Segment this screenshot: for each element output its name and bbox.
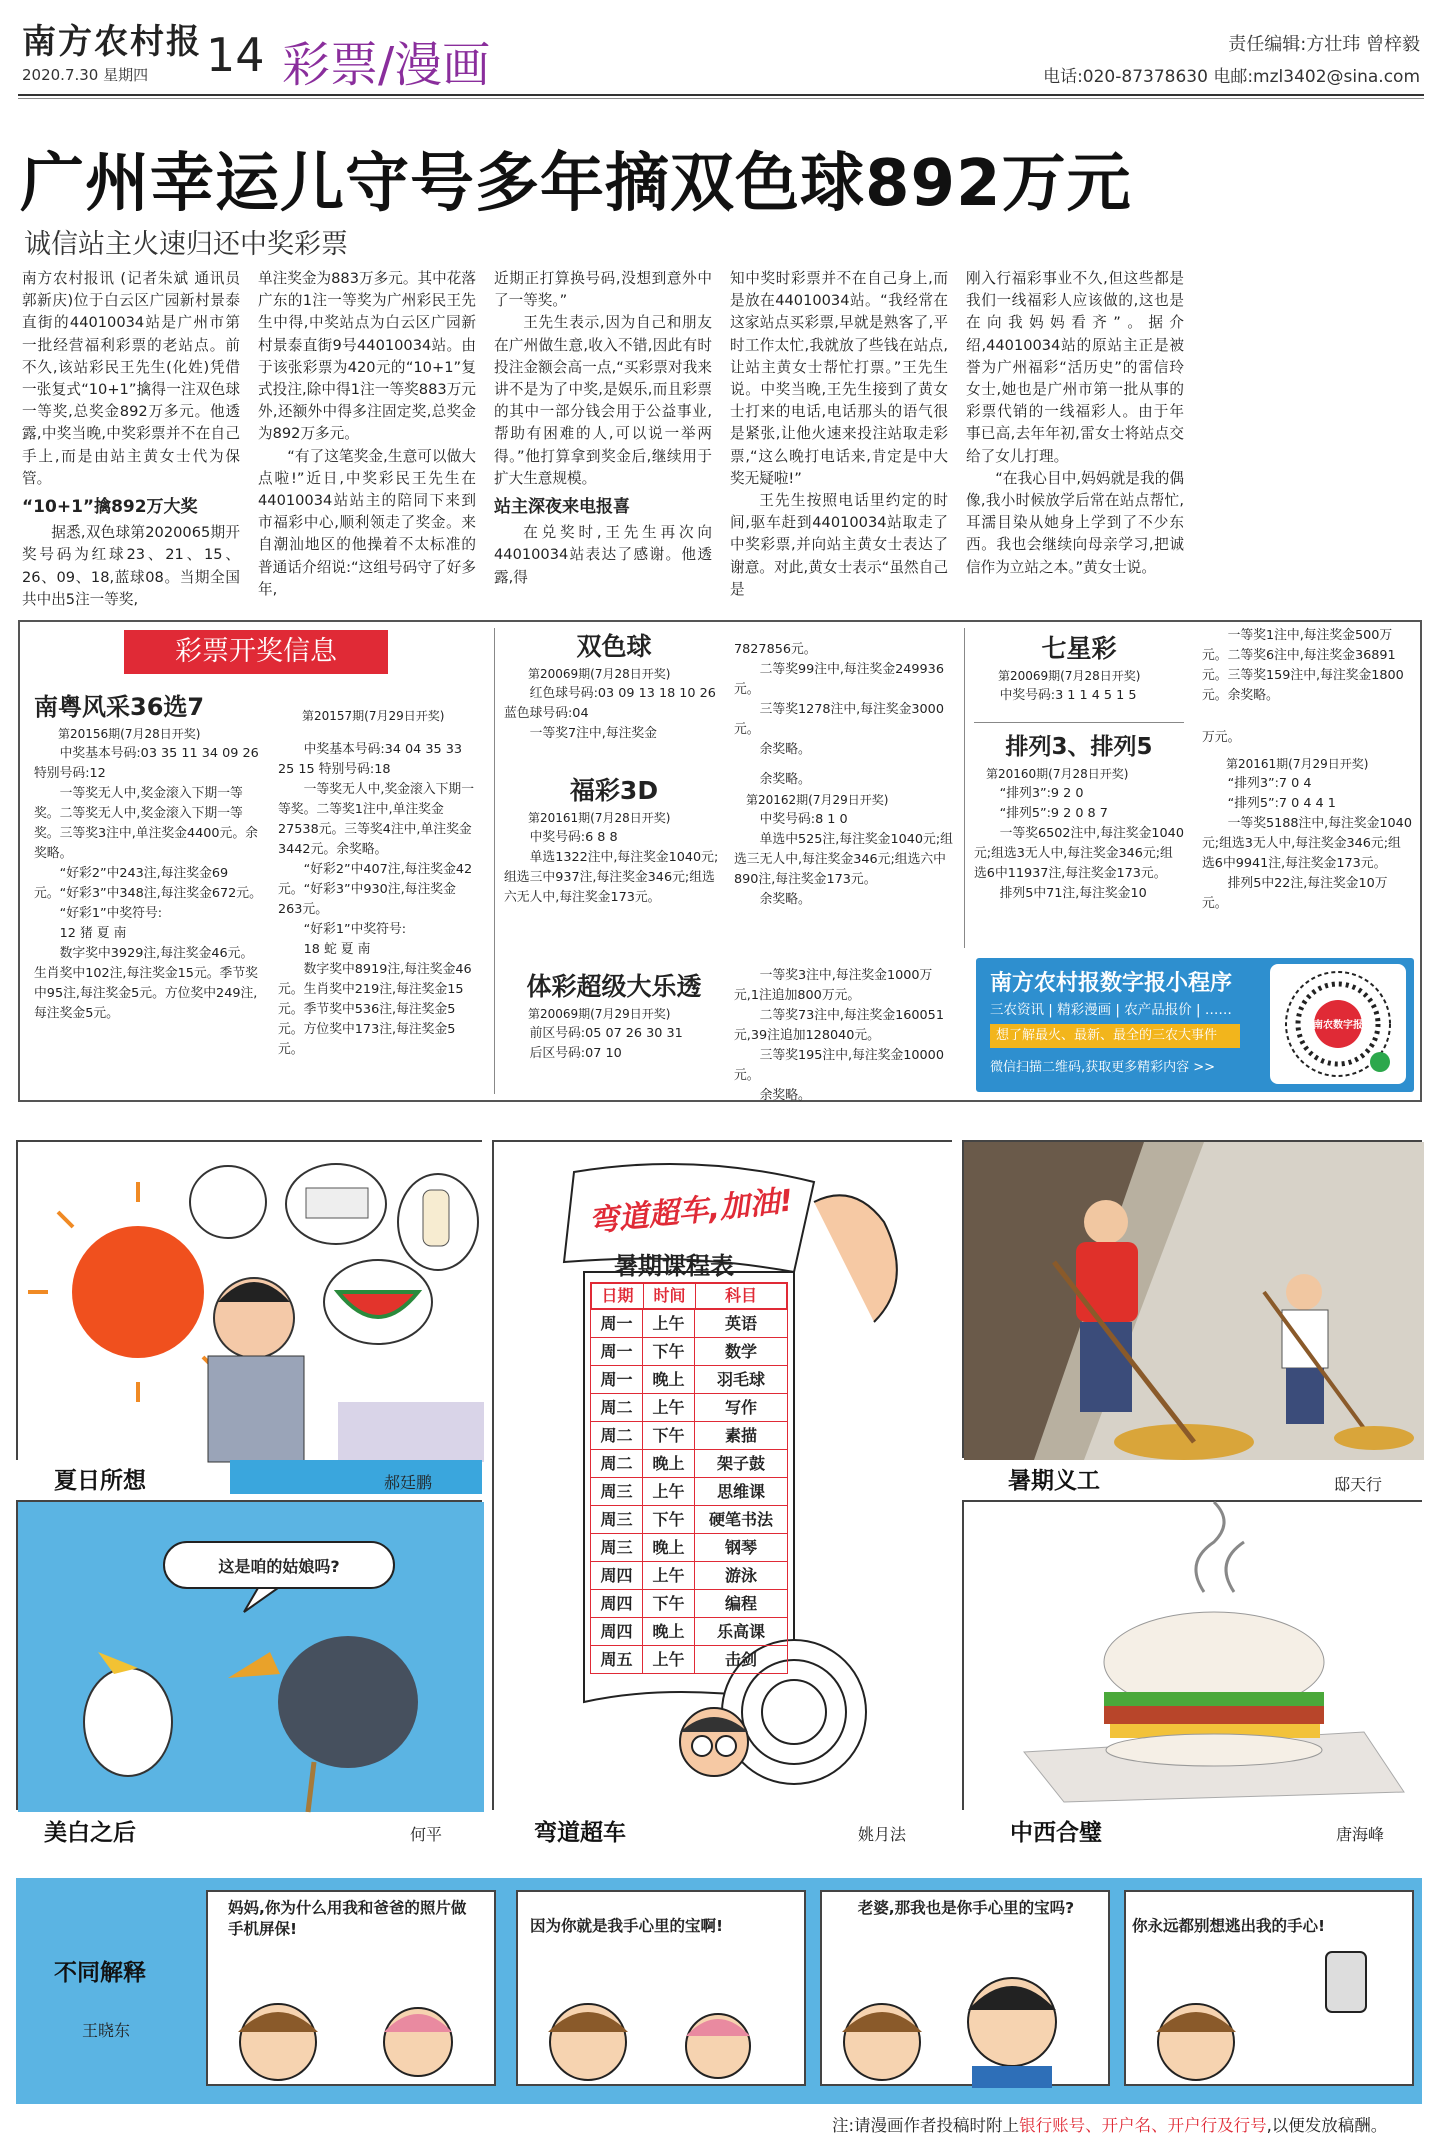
prize-text: 余奖略。 xyxy=(759,1088,811,1103)
lottery-game-name: 体彩超级大乐透 xyxy=(526,972,702,1001)
schedule-header-cell: 科目 xyxy=(724,1286,757,1305)
strip-frame-4 xyxy=(1124,1890,1414,2086)
prize-text: 排列5中22注,每注奖金10万元。 xyxy=(1202,876,1388,911)
prize-text: 三等奖1278注中,每注奖金3000元。 xyxy=(734,702,944,737)
comic-after-whitening-art xyxy=(18,1502,484,1812)
nanyue-col-b xyxy=(278,706,478,1090)
winning-numbers: “排列5”:7 0 4 4 1 xyxy=(1227,796,1336,811)
strip-frame-1 xyxy=(206,1890,496,2086)
symbol-text: 18 蛇 夏 南 xyxy=(303,942,371,957)
comic-author: 郝廷鹏 xyxy=(384,1473,433,1492)
speech-bubble: 这是咱的姑娘吗? xyxy=(218,1557,340,1576)
prize-text: “好彩1”中奖符号: xyxy=(59,906,163,921)
schedule-row xyxy=(590,1534,788,1562)
schedule-row xyxy=(590,1310,788,1338)
comic-summer-thoughts xyxy=(16,1140,482,1460)
winning-numbers: 中奖基本号码:34 04 35 33 25 15 特别号码:18 xyxy=(278,742,463,777)
prize-text: 余奖略。 xyxy=(759,742,811,757)
schedule-row xyxy=(590,1394,788,1422)
back-numbers: 后区号码:07 10 xyxy=(529,1046,622,1061)
schedule-title: 暑期课程表 xyxy=(614,1252,734,1280)
schedule-cell: 硬笔书法 xyxy=(708,1510,773,1529)
schedule-cell: 乐高课 xyxy=(716,1622,765,1641)
article-paragraph: 王先生按照电话里约定的时间,驱车赶到44010034站取走了中奖彩票,并向站主黄女士表达了谢意。对此,黄女士表示“虽然自己是 xyxy=(730,492,948,598)
schedule-cell: 素描 xyxy=(724,1426,757,1445)
schedule-cell: 周一 xyxy=(591,1310,643,1337)
article-paragraph: 单注奖金为883万多元。其中花落广东的1注一等奖为广州彩民王先生中得,中奖站点为白云区广园新村景泰直街9号44010034站。由于该张彩票为420元的“10+1”复式投注,除中得1注一等奖883万元外,还额外中得多注固定奖,总奖金为892万多元。 xyxy=(258,270,476,443)
schedule-cell: 周四 xyxy=(591,1590,643,1617)
ssq-block xyxy=(504,630,724,780)
schedule-row xyxy=(590,1338,788,1366)
article-paragraph: “在我心目中,妈妈就是我的偶像,我小时候放学后常在站点帮忙,耳濡目染从她身上学到了不少东西。我也会继续向母亲学习,把诚信作为立站之本。”黄女士说。 xyxy=(966,469,1184,576)
submission-note xyxy=(832,2112,1387,2136)
schedule-cell: 羽毛球 xyxy=(716,1370,765,1389)
lottery-game-name: 七星彩 xyxy=(1041,634,1117,663)
schedule-cell: 周三 xyxy=(591,1506,643,1533)
comic-summer-volunteer-art xyxy=(964,1142,1424,1460)
schedule-cell: 周三 xyxy=(591,1534,643,1561)
schedule-cell: 周四 xyxy=(591,1562,643,1589)
schedule-cell: 晚上 xyxy=(643,1534,695,1561)
headline: 广州幸运儿守号多年摘双色球892万元 xyxy=(20,147,1132,221)
schedule-cell: 周四 xyxy=(591,1618,643,1645)
prize-text: 数字奖中8919注,每注奖金46元。生肖奖中219注,每注奖金15元。季节奖中536注,每注奖金5元。方位奖中173注,每注奖金5元。 xyxy=(278,962,472,1057)
note-highlight: 银行账号、开户名、开户行及行号 xyxy=(1019,2116,1267,2135)
fc3d-block-b xyxy=(734,770,954,950)
article-paragraph: 在兑奖时,王先生再次向44010034站表达了感谢。他透露,得 xyxy=(494,524,712,586)
article-paragraph: 知中奖时彩票并不在自己身上,而是放在44010034站。“我经常在这家站点买彩票,早就是熟客了,平时工作太忙,我就放了些钱在站点,让站主黄女士帮忙打票。”王先生说。中奖当晚,王先生接到了黄女士打来的电话,电话那头的语气很是紧张,让他火速来投注站取走彩票,“这么晚打电话来,肯定是中大奖无疑啦!” xyxy=(730,270,948,487)
article-paragraph: 南方农村报讯 (记者朱斌 通讯员郭新庆)位于白云区广园新村景泰直街的44010034站是广州市第一批经营福利彩票的老站点。前不久,该站彩民王先生(化姓)凭借一张复式“10+1”擒得一注双色球一等奖,总奖金892万多元。他透露,中奖当晚,中奖彩票并不在自己手上,而是由站主黄女士代为保管。 xyxy=(22,270,240,487)
period: 第20161期(7月29日开奖) xyxy=(1226,757,1369,771)
prize-text: 单选1322注中,每注奖金1040元;组选三中937注,每注奖金346元;组选六无人中,每注奖金173元。 xyxy=(504,850,719,905)
comic-curve-overtaking xyxy=(492,1140,952,1810)
period: 第20069期(7月28日开奖) xyxy=(528,667,671,681)
symbol-text: 12 猪 夏 南 xyxy=(59,926,127,941)
schedule-cell: 上午 xyxy=(643,1562,695,1589)
prize-text: 单选中525注,每注奖金1040元;组选三无人中,每注奖金346元;组选六中890注,每注奖金173元。 xyxy=(734,832,953,887)
prize-text: 一等奖无人中,奖金滚入下期一等奖。二等奖无人中,奖金滚入下期一等奖。三等奖3注中,单注奖金4400元。余奖略。 xyxy=(34,786,258,861)
subheadline: 诚信站主火速归还中奖彩票 xyxy=(24,229,348,260)
mini-program-title: 南方农村报数字报小程序 xyxy=(990,971,1233,996)
prize-text: 数字奖中3929注,每注奖金46元。生肖奖中102注,每注奖金15元。季节奖中95注,每注奖金5元。方位奖中249注,每注奖金5元。 xyxy=(34,946,258,1021)
strip-frame-3 xyxy=(820,1890,1110,2086)
prize-text: “好彩1”中奖符号: xyxy=(303,922,407,937)
lottery-title: 彩票开奖信息 xyxy=(124,630,388,674)
schedule-cell: 上午 xyxy=(643,1394,695,1421)
period: 第20161期(7月28日开奖) xyxy=(528,811,671,825)
schedule-cell: 数学 xyxy=(724,1342,757,1361)
editors: 责任编辑:方壮玮 曾梓毅 xyxy=(1228,34,1420,55)
prize-text: 7827856元。 xyxy=(734,642,817,657)
prize-text: 一等奖5188注中,每注奖金1040元;组选3无人中,每注奖金346元;组选6中9941注,每注奖金173元。 xyxy=(1202,816,1412,871)
speech-bubble: 你永远都别想逃出我的手心! xyxy=(1132,1917,1326,1935)
dlt-block-a xyxy=(504,970,724,1090)
period: 第20156期(7月28日开奖) xyxy=(58,727,201,741)
schedule-cell: 上午 xyxy=(643,1310,695,1337)
dlt-block-b xyxy=(734,966,954,1103)
prize-text: 三等奖195注中,每注奖金10000元。 xyxy=(734,1048,944,1083)
speech-bubble: 因为你就是我手心里的宝啊! xyxy=(530,1917,724,1935)
comic-author: 唐海峰 xyxy=(1336,1825,1385,1844)
schedule-row xyxy=(590,1506,788,1534)
schedule-cell: 下午 xyxy=(643,1338,695,1365)
comic-title: 弯道超车 xyxy=(534,1820,626,1846)
mini-program-slogan: 想了解最火、最新、最全的三农大事件 xyxy=(990,1024,1240,1048)
schedule-rows xyxy=(590,1310,788,1674)
period: 第20069期(7月29日开奖) xyxy=(528,1007,671,1021)
winning-numbers: 中奖基本号码:03 35 11 34 09 26 特别号码:12 xyxy=(34,746,259,781)
schedule-cell: 思维课 xyxy=(716,1482,765,1501)
qxc-block-b xyxy=(1202,626,1412,716)
qr-label: 南农数字报 xyxy=(1313,1020,1363,1031)
comic-title: 中西合璧 xyxy=(1010,1820,1102,1846)
mini-program-hint: 微信扫描二维码,获取更多精彩内容 >> xyxy=(990,1060,1216,1075)
schedule-cell: 架子鼓 xyxy=(716,1454,765,1473)
schedule-row xyxy=(590,1478,788,1506)
pl-block-a xyxy=(974,730,1184,952)
schedule-cell: 周三 xyxy=(591,1478,643,1505)
schedule-cell: 周五 xyxy=(591,1646,643,1673)
red-numbers: 红色球号码:03 09 13 18 10 26 xyxy=(529,686,716,701)
prize-text: 一等奖6502注中,每注奖金1040元;组选3无人中,每注奖金346元;组选6中11937注,每注奖金173元。 xyxy=(974,826,1184,881)
prize-text: 余奖略。 xyxy=(759,892,811,907)
caption-bar xyxy=(230,1460,482,1494)
schedule-cell: 周二 xyxy=(591,1394,643,1421)
prize-text: 一等奖1注中,每注奖金500万元。二等奖6注中,每注奖金36891元。三等奖159注中,每注奖金1800元。余奖略。 xyxy=(1202,628,1404,703)
prize-text: 排列5中71注,每注奖金10 xyxy=(999,886,1147,901)
comic-author: 何平 xyxy=(410,1825,443,1844)
speech-bubble: 妈妈,你为什么用我和爸爸的照片做手机屏保! xyxy=(228,1899,467,1938)
period: 第20069期(7月28日开奖) xyxy=(998,669,1141,683)
winning-numbers: “排列3”:9 2 0 xyxy=(999,786,1084,801)
prize-text: “好彩2”中407注,每注奖金42元。“好彩3”中930注,每注奖金263元。 xyxy=(278,862,473,917)
schedule-row xyxy=(590,1422,788,1450)
schedule-cell: 下午 xyxy=(643,1590,695,1617)
comic-title: 不同解释 xyxy=(54,1960,146,1986)
qr-code[interactable] xyxy=(1270,964,1406,1084)
prize-text: 余奖略。 xyxy=(759,772,811,787)
article-subheading: “10+1”擒892万大奖 xyxy=(22,497,198,518)
schedule-cell: 钢琴 xyxy=(724,1538,757,1557)
fc3d-block-a xyxy=(504,774,724,956)
schedule-cell: 英语 xyxy=(724,1314,757,1333)
schedule-cell: 上午 xyxy=(643,1646,695,1673)
prize-text: 一等奖3注中,每注奖金1000万元,1注追加800万元。 xyxy=(734,968,933,1003)
mini-program-subtitle: 三农资讯 | 精彩漫画 | 农产品报价 | …… xyxy=(990,1002,1232,1018)
newspaper-logo: 南方农村报 xyxy=(22,22,202,62)
nanyue-col-a xyxy=(34,690,264,1090)
lottery-game-name: 排列3、排列5 xyxy=(1005,734,1153,760)
prize-text: 二等奖99注中,每注奖金249936元。 xyxy=(734,662,944,697)
period: 第20157期(7月29日开奖) xyxy=(302,709,445,723)
divider xyxy=(974,722,1184,723)
schedule-row xyxy=(590,1450,788,1478)
comic-title: 夏日所想 xyxy=(54,1468,146,1494)
qxc-block xyxy=(974,632,1184,714)
winning-numbers: 中奖号码:8 1 0 xyxy=(759,812,848,827)
article-column-1 xyxy=(22,268,240,611)
schedule-table xyxy=(590,1282,788,1682)
schedule-cell: 击剑 xyxy=(724,1650,757,1669)
front-numbers: 前区号码:05 07 26 30 31 xyxy=(529,1026,683,1041)
article-column-5 xyxy=(966,268,1184,611)
schedule-cell: 上午 xyxy=(643,1478,695,1505)
article-paragraph: 刚入行福彩事业不久,但这些都是我们一线福彩人应该做的,这也是在向我妈妈看齐”。据介绍,44010034站的原站主正是被誉为广州福彩“活历史”的雷信玲女士,她也是广州市第一批从事的彩票代销的一线福彩人。由于年事已高,去年年初,雷女士将站点交给了女儿打理。 xyxy=(966,270,1184,465)
issue-date: 2020.7.30 星期四 xyxy=(22,66,149,84)
article-paragraph: “有了这笔奖金,生意可以做大点啦!”近日,中奖彩民王先生在44010034站站主的陪同下来到市福彩中心,顺利领走了奖金。来自潮汕地区的他操着不太标准的普通话介绍说:“这组号码守了好多年, xyxy=(258,447,476,598)
note-text: 注:请漫画作者投稿时附上 xyxy=(832,2116,1020,2135)
prize-text: 一等奖7注中,每注奖金 xyxy=(529,726,657,741)
schedule-header-row xyxy=(590,1282,788,1310)
pl-block-b xyxy=(1202,728,1412,952)
period: 第20162期(7月29日开奖) xyxy=(746,793,889,807)
article-column-6 xyxy=(1202,268,1420,611)
winning-numbers: 中奖号码:3 1 1 4 5 1 5 xyxy=(999,688,1137,703)
comic-author: 王晓东 xyxy=(82,2021,131,2040)
schedule-cell: 晚上 xyxy=(643,1366,695,1393)
prize-text: 一等奖无人中,奖金滚入下期一等奖。二等奖1注中,单注奖金27538元。三等奖4注中,单注奖金3442元。余奖略。 xyxy=(278,782,475,857)
ssq-block-b xyxy=(734,640,954,760)
comic-banner: 弯道超车,加油! xyxy=(587,1183,795,1240)
article-body xyxy=(22,268,1420,608)
schedule-cell: 晚上 xyxy=(643,1618,695,1645)
header-rule-thin xyxy=(18,98,1424,99)
article-paragraph: 据悉,双色球第2020065期开奖号码为红球23、21、15、26、09、18,蓝球08。当期全国共中出5注一等奖, xyxy=(22,524,240,608)
comic-summer-volunteer xyxy=(962,1140,1422,1458)
page-number: 14 xyxy=(206,28,265,82)
schedule-cell: 下午 xyxy=(643,1422,695,1449)
prize-text: 二等奖73注中,每注奖金160051元,39注追加128040元。 xyxy=(734,1008,944,1043)
comic-summer-thoughts-art xyxy=(18,1142,484,1462)
schedule-cell: 编程 xyxy=(724,1594,757,1613)
section-title: 彩票/漫画 xyxy=(282,37,491,93)
schedule-row xyxy=(590,1590,788,1618)
schedule-header-cell: 时间 xyxy=(644,1284,696,1308)
schedule-cell: 周二 xyxy=(591,1422,643,1449)
schedule-cell: 游泳 xyxy=(724,1566,757,1585)
schedule-row xyxy=(590,1646,788,1674)
winning-numbers: “排列5”:9 2 0 8 7 xyxy=(999,806,1108,821)
prize-text: 万元。 xyxy=(1202,730,1241,745)
schedule-cell: 周一 xyxy=(591,1338,643,1365)
divider xyxy=(494,628,495,1094)
prize-text: “好彩2”中243注,每注奖金69元。“好彩3”中348注,每注奖金672元。 xyxy=(34,866,262,901)
schedule-cell: 下午 xyxy=(643,1506,695,1533)
lottery-game-name: 南粤风采36选7 xyxy=(34,693,205,721)
schedule-cell: 周一 xyxy=(591,1366,643,1393)
article-column-4 xyxy=(730,268,948,611)
lottery-game-name: 福彩3D xyxy=(569,776,659,805)
article-column-3 xyxy=(494,268,712,611)
contact-info: 电话:020-87378630 电邮:mzl3402@sina.com xyxy=(1043,67,1420,87)
comic-title: 暑期义工 xyxy=(1008,1468,1100,1494)
schedule-cell: 周二 xyxy=(591,1450,643,1477)
speech-bubble: 老婆,那我也是你手心里的宝吗? xyxy=(857,1899,1075,1917)
comic-east-west-fusion xyxy=(962,1500,1422,1810)
note-text: ,以便发放稿酬。 xyxy=(1266,2116,1388,2135)
lottery-game-name: 双色球 xyxy=(576,632,652,661)
header-rule xyxy=(18,94,1424,96)
strip-frame-3-art xyxy=(822,1892,1112,2088)
period: 第20160期(7月28日开奖) xyxy=(986,767,1129,781)
comic-after-whitening xyxy=(16,1500,482,1810)
strip-frame-2 xyxy=(516,1890,806,2086)
article-paragraph: 王先生表示,因为自己和朋友在广州做生意,收入不错,因此有时投注金额会高一点,“买彩票对我来讲不是为了中奖,是娱乐,而且彩票的其中一部分钱会用于公益事业,帮助有困难的人,可以说一举两得。”他打算拿到奖金后,继续用于扩大生意规模。 xyxy=(494,314,712,487)
schedule-row xyxy=(590,1366,788,1394)
schedule-cell: 晚上 xyxy=(643,1450,695,1477)
article-column-2 xyxy=(258,268,476,611)
schedule-cell: 写作 xyxy=(724,1398,757,1417)
schedule-row xyxy=(590,1618,788,1646)
article-subheading: 站主深夜来电报喜 xyxy=(494,497,630,518)
winning-numbers: “排列3”:7 0 4 xyxy=(1227,776,1312,791)
comic-east-west-fusion-art xyxy=(964,1502,1424,1812)
schedule-header-cell: 日期 xyxy=(592,1284,644,1308)
comic-title: 美白之后 xyxy=(44,1820,136,1846)
comic-author: 姚月法 xyxy=(858,1825,907,1844)
comic-author: 邸天行 xyxy=(1334,1475,1383,1494)
blue-numbers: 蓝色球号码:04 xyxy=(504,706,589,721)
divider xyxy=(964,628,965,948)
schedule-row xyxy=(590,1562,788,1590)
winning-numbers: 中奖号码:6 8 8 xyxy=(529,830,618,845)
article-paragraph: 近期正打算换号码,没想到意外中了一等奖。” xyxy=(494,270,712,310)
